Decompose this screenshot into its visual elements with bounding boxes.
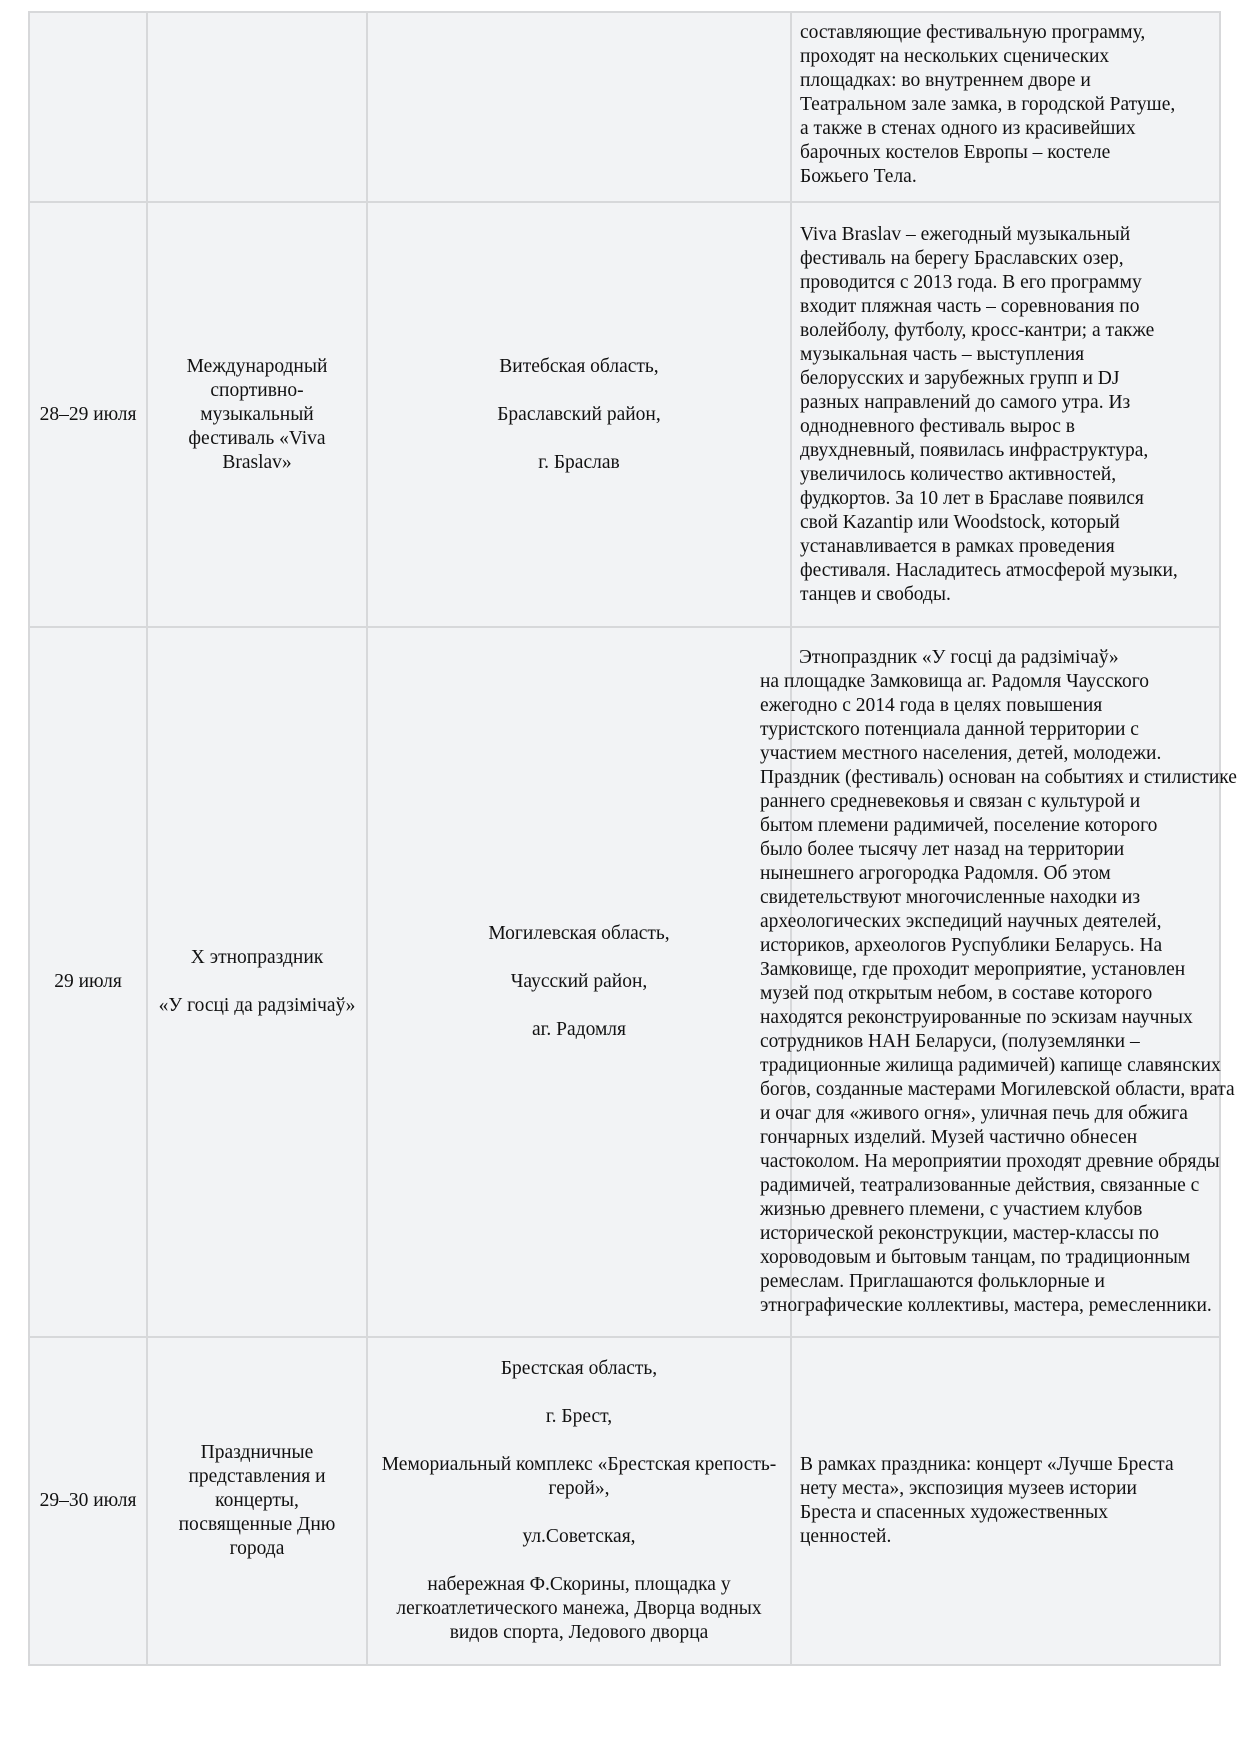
- description-line: составляющие фестивальную программу,: [800, 22, 1146, 43]
- date-cell: [29, 12, 147, 202]
- event-name-cell: [147, 1337, 367, 1665]
- description-cell: [760, 627, 1237, 1337]
- description-line: богов, созданные мастерами Могилевской области, врата: [760, 1079, 1235, 1100]
- description-line: площадках: во внутреннем дворе и: [800, 70, 1091, 91]
- location-line: набережная Ф.Скорины, площадка у легкоатлетического манежа, Дворца водных видов спорта, Ледового дворца: [396, 1574, 762, 1643]
- description-line: археологических экспедиций научных деятелей,: [760, 911, 1162, 932]
- description-line: Замковище, где проходит мероприятие, установлен: [760, 959, 1186, 980]
- event-name: «У госці да радзімічаў»: [158, 995, 356, 1016]
- description-line: Бреста и спасенных художественных: [800, 1502, 1108, 1523]
- description-line: Театральном зале замка, в городской Ратуше,: [800, 94, 1176, 115]
- description-line: частоколом. На мероприятии проходят древние обряды: [760, 1151, 1220, 1172]
- location-line: г. Браслав: [538, 451, 620, 473]
- description-line: двухдневный, появилась инфраструктура,: [800, 439, 1149, 461]
- description-line: и очаг для «живого огня», уличная печь для обжига: [760, 1103, 1188, 1124]
- description-line: ежегодно с 2014 года в целях повышения: [760, 695, 1103, 716]
- date-cell: [29, 202, 147, 627]
- event-name: Праздничные представления и концерты, посвященные Дню города: [178, 1442, 336, 1559]
- description-line: танцев и свободы.: [800, 583, 951, 605]
- table-row: [29, 12, 1220, 202]
- location-line: г. Брест,: [545, 1406, 613, 1427]
- event-name-cell: [147, 202, 367, 627]
- location-cell: [367, 202, 791, 627]
- description-line: участием местного населения, детей, молодежи.: [760, 743, 1162, 764]
- description-line: жизнью древнего племени, с участием клубов: [760, 1199, 1143, 1220]
- description-line: на площадке Замковища аг. Радомля Чаусского: [760, 671, 1149, 692]
- description-line: было более тысячу лет назад на территории: [760, 839, 1125, 860]
- date-cell: [29, 1337, 147, 1665]
- description-line: свидетельствуют многочисленные находки из: [760, 887, 1141, 908]
- description-line: музыкальная часть – выступления: [800, 343, 1085, 365]
- description-line: барочных костелов Европы – костеле: [800, 142, 1111, 163]
- description-line: Этнопраздник «У госці да радзімічаў»: [760, 647, 1119, 668]
- description-line: исторической реконструкции, мастер-классы по: [760, 1223, 1159, 1244]
- location-line: Витебская область,: [499, 355, 659, 377]
- description-cell: [791, 202, 1220, 627]
- description-line: традиционные жилища радимичей) капище славянских: [760, 1055, 1221, 1076]
- description-line: ремеслам. Приглашаются фольклорные и: [760, 1271, 1105, 1292]
- event-name-cell: [147, 12, 367, 202]
- location-line: Мемориальный комплекс «Брестская крепость-герой»,: [381, 1454, 777, 1499]
- table-row: [29, 1337, 1220, 1665]
- description-line: проходят на нескольких сценических: [800, 46, 1110, 67]
- date-cell: [29, 627, 147, 1337]
- description-line: а также в стенах одного из красивейших: [800, 118, 1136, 139]
- location-cell: [367, 1337, 791, 1665]
- description-text: [800, 223, 1207, 607]
- event-name: X этнопраздник: [190, 947, 324, 968]
- location-line: Браславский район,: [497, 403, 661, 425]
- description-line: Праздник (фестиваль) основан на событиях и стилистике: [760, 767, 1237, 788]
- description-line: входит пляжная часть – соревнования по: [800, 295, 1140, 317]
- location-line: Брестская область,: [500, 1358, 658, 1379]
- description-line: бытом племени радимичей, поселение которого: [760, 815, 1158, 836]
- description-line: белорусских и зарубежных групп и DJ: [800, 367, 1120, 389]
- table-row: [29, 202, 1220, 627]
- location-cell: [367, 12, 791, 202]
- event-date: 28–29 июля: [39, 403, 137, 425]
- events-table: [28, 11, 1237, 1666]
- location-line: Чаусский район,: [510, 971, 648, 992]
- description-line: нету места», экспозиция музеев истории: [800, 1478, 1137, 1499]
- description-line: разных направлений до самого утра. Из: [800, 391, 1131, 413]
- description-line: нынешнего агрогородка Радомля. Об этом: [760, 863, 1111, 884]
- description-line: устанавливается в рамках проведения: [800, 535, 1115, 557]
- description-line: этнографические коллективы, мастера, ремесленники.: [760, 1295, 1212, 1316]
- location-line: ул.Советская,: [522, 1526, 636, 1547]
- description-line: проводится с 2013 года. В его программу: [800, 271, 1142, 293]
- description-line: фудкортов. За 10 лет в Браславе появился: [800, 487, 1144, 509]
- event-name: Международный спортивно-музыкальный фестиваль «Viva Braslav»: [186, 355, 328, 473]
- description-line: ценностей.: [800, 1526, 892, 1547]
- description-cell: [791, 12, 1220, 202]
- description-line: Viva Braslav – ежегодный музыкальный: [800, 223, 1131, 245]
- event-name-cell: [147, 627, 367, 1337]
- clipped-paragraph: [760, 646, 1237, 1318]
- description-line: Божьего Тела.: [800, 166, 917, 187]
- description-line: музей под открытым небом, в составе которого: [760, 983, 1153, 1004]
- description-line: увеличилось количество активностей,: [800, 463, 1117, 485]
- location-line: аг. Радомля: [531, 1019, 627, 1040]
- event-date: 29–30 июля: [39, 1490, 137, 1511]
- location-cell: [367, 627, 791, 1337]
- description-line: сотрудников НАН Беларуси, (полуземлянки –: [760, 1031, 1140, 1052]
- description-line: находятся реконструированные по эскизам научных: [760, 1007, 1193, 1028]
- description-line: фестиваля. Насладитесь атмосферой музыки,: [800, 559, 1178, 581]
- description-line: туристского потенциала данной территории с: [760, 719, 1139, 740]
- description-text: [800, 21, 1207, 189]
- description-line: хороводовым и бытовым танцам, по традиционным: [760, 1247, 1191, 1268]
- description-cell: [791, 1337, 1220, 1665]
- description-line: гончарных изделий. Музей частично обнесен: [760, 1127, 1138, 1148]
- table-row: [29, 627, 1220, 1337]
- description-line: фестиваль на берегу Браславских озер,: [800, 247, 1124, 269]
- description-line: радимичей, театрализованные действия, связанные с: [760, 1175, 1200, 1196]
- description-line: историков, археологов Руспублики Беларусь. На: [760, 935, 1163, 956]
- description-line: однодневного фестиваль вырос в: [800, 415, 1075, 437]
- location-line: Могилевская область,: [488, 923, 670, 944]
- description-line: В рамках праздника: концерт «Лучше Бреста: [800, 1454, 1174, 1475]
- event-date: 29 июля: [54, 971, 122, 992]
- description-line: свой Kazantip или Woodstock, который: [800, 511, 1120, 533]
- description-line: раннего средневековья и связан с культурой и: [760, 791, 1141, 812]
- description-line: волейболу, футболу, кросс-кантри; а также: [800, 319, 1155, 341]
- description-text: [800, 1453, 1207, 1549]
- description-text: [760, 646, 1237, 1318]
